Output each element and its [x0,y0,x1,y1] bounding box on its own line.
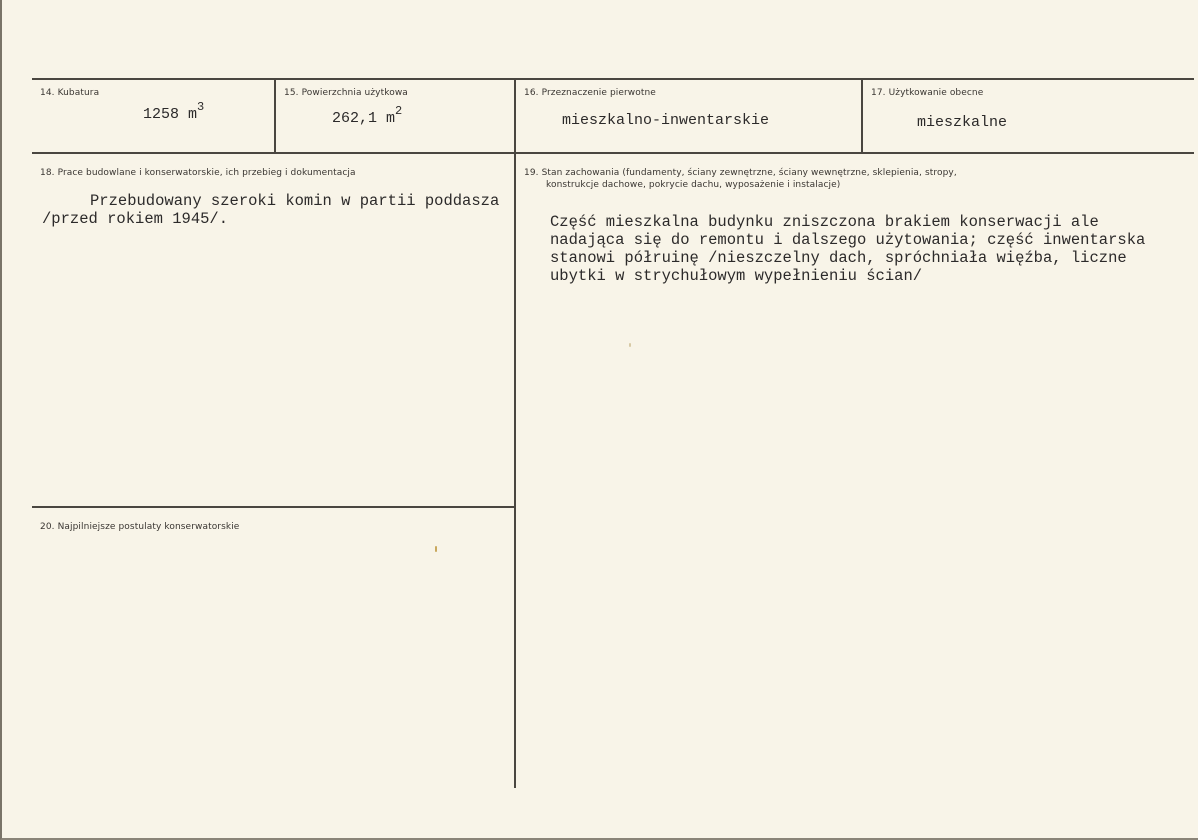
field-19-line-3: stanowi półruinę /nieszczelny dach, spróchniała więźba, liczne [550,249,1127,267]
field-15-number: 262,1 m [332,110,396,127]
field-16-label: 16. Przeznaczenie pierwotne [524,88,656,98]
field-14-unit-superscript: 3 [197,100,205,114]
field-18-line-1: Przebudowany szeroki komin w partii poddasza [90,192,500,210]
field-20-label: 20. Najpilniejsze postulaty konserwatorskie [40,522,240,532]
field-19-label-line-1: 19. Stan zachowania (fundamenty, ściany zewnętrzne, ściany wewnętrzne, sklepienia, stropy, [524,168,957,178]
section-18-20-divider [32,506,515,508]
top-rule [32,78,1194,80]
field-19-line-2: nadająca się do remontu i dalszego użytowania; część inwentarska [550,231,1146,249]
field-15-label: 15. Powierzchnia użytkowa [284,88,408,98]
field-14-number: 1258 m [143,106,198,123]
field-17-label: 17. Użytkowanie obecne [871,88,984,98]
field-17-value: mieszkalne [917,114,1008,131]
field-14-label: 14. Kubatura [40,88,100,98]
field-16-value: mieszkalno-inwentarskie [562,112,770,129]
field-14-value [143,100,205,123]
row-divider [32,152,1194,154]
center-divider [514,78,516,788]
field-18-label: 18. Prace budowlane i konserwatorskie, ich przebieg i dokumentacja [40,168,356,178]
field-19-line-1: Część mieszkalna budynku zniszczona brakiem konserwacji ale [550,213,1099,231]
field-15-unit-superscript: 2 [395,104,403,118]
paper-speck [629,343,631,347]
col-divider-16-17 [861,78,863,152]
col-divider-14-15 [274,78,276,152]
field-19-line-4: ubytki w strychułowym wypełnieniu ścian/ [550,267,923,285]
field-19-label-line-2: konstrukcje dachowe, pokrycie dachu, wyposażenie i instalacje) [546,180,841,190]
field-18-line-2: /przed rokiem 1945/. [42,210,229,228]
field-15-value [332,104,403,127]
paper-speck [435,546,437,552]
